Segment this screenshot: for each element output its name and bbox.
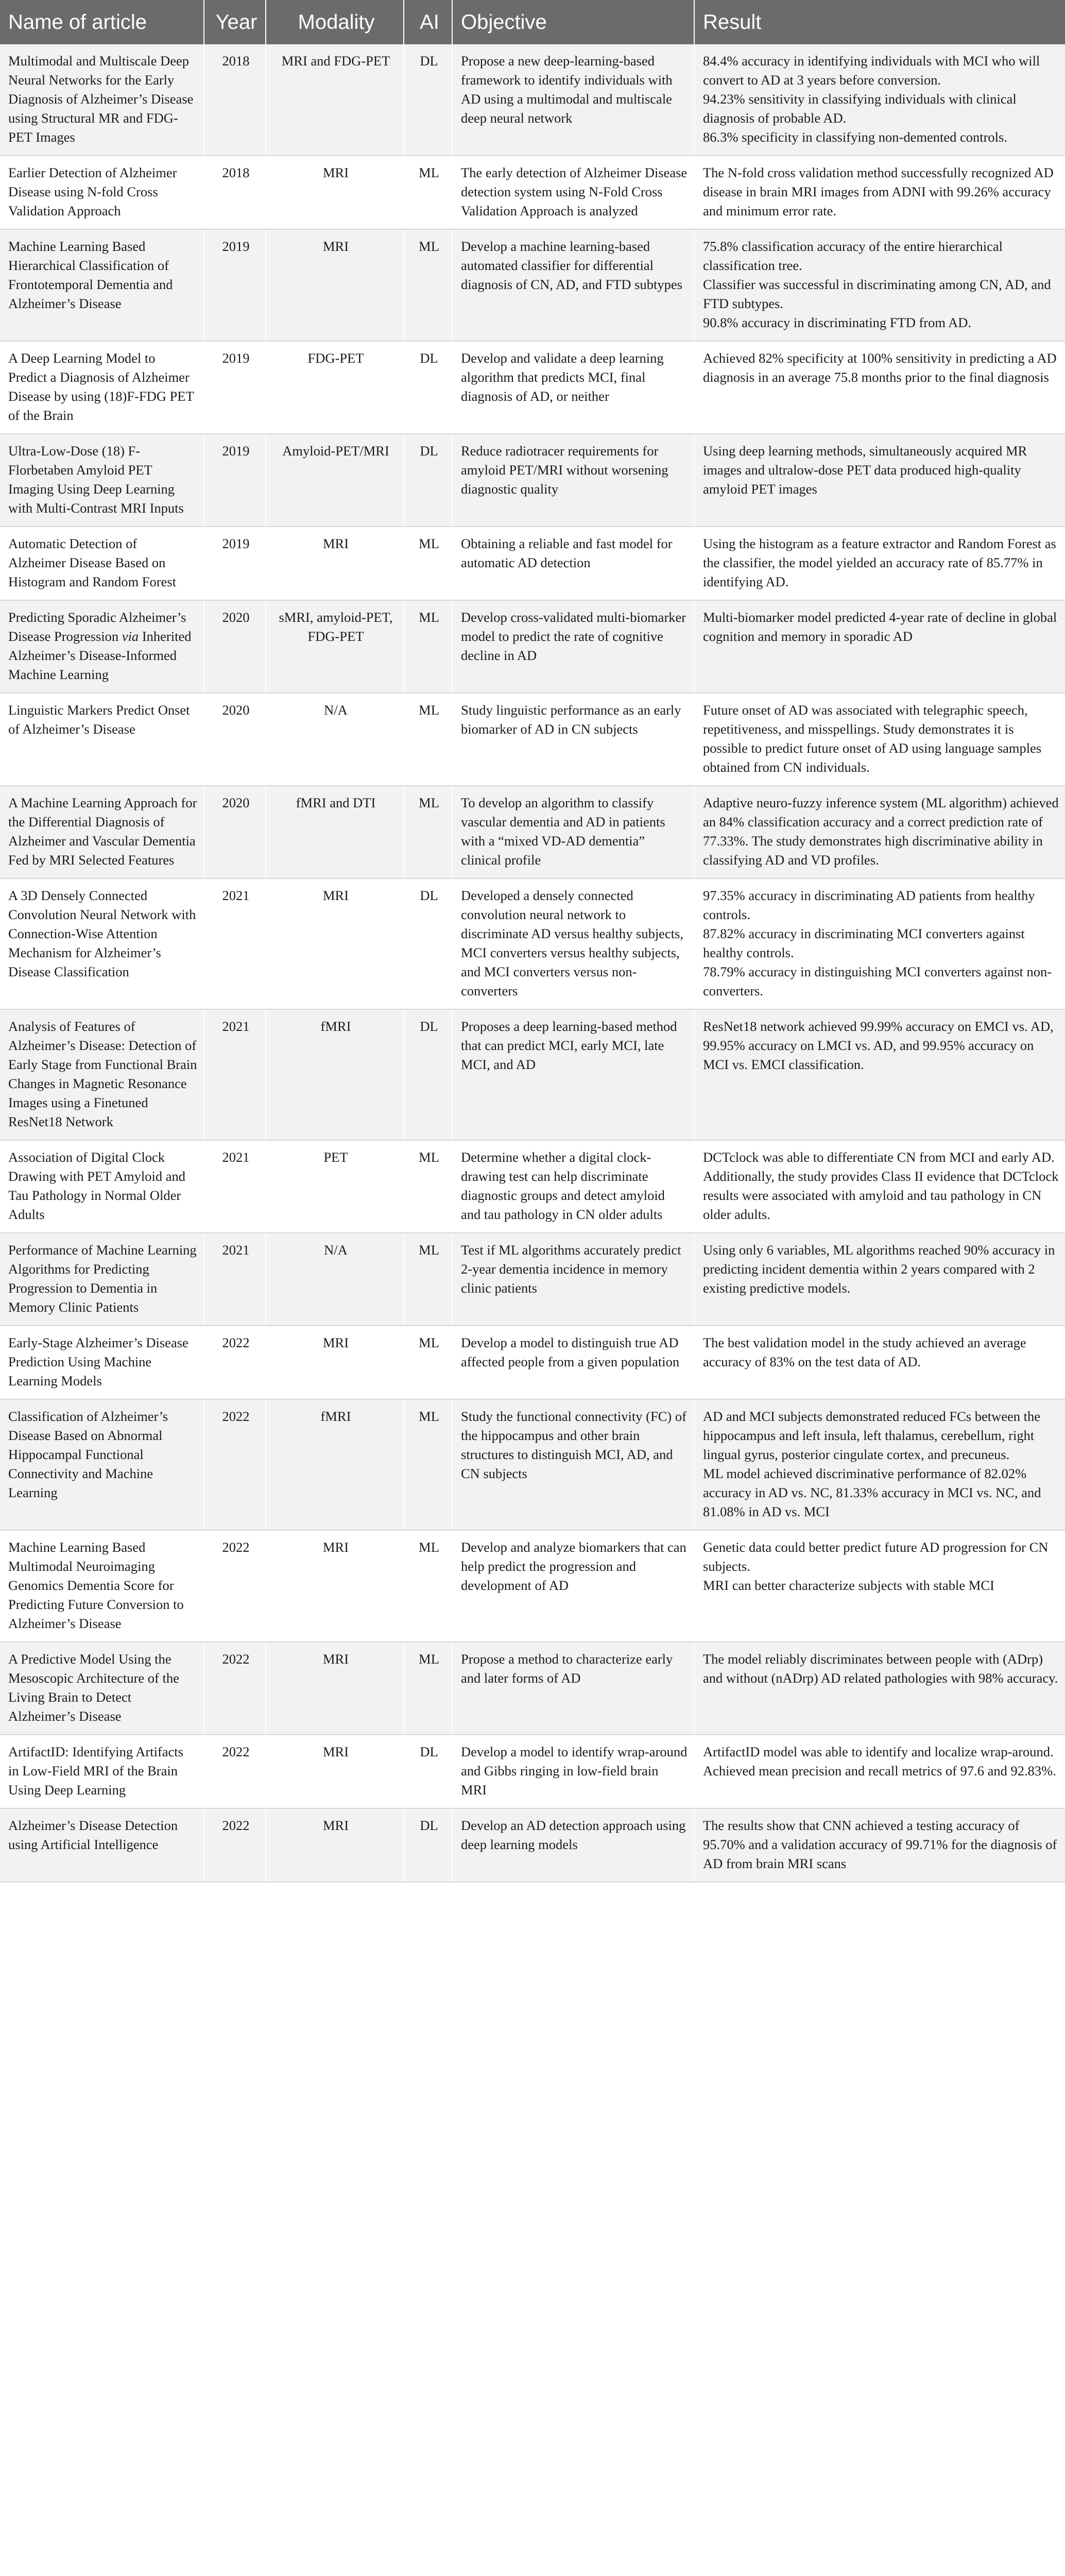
result-cell	[694, 600, 1065, 693]
table-row	[0, 878, 1065, 1009]
objective-cell: Developed a densely connected convolution neural network to discriminate AD versus healthy subjects, MCI converters versus healthy subjects, and MCI converters versus non-converters	[452, 878, 694, 1009]
ai-cell: ML	[404, 1642, 452, 1735]
result-cell	[694, 1233, 1065, 1326]
table-row	[0, 1530, 1065, 1642]
article-name-part: Inherited Alzheimer’s Disease-Informed Machine Learning	[8, 629, 192, 682]
ai-cell: ML	[404, 1530, 452, 1642]
table-row	[0, 44, 1065, 156]
table-row	[0, 527, 1065, 600]
result-line: Using deep learning methods, simultaneously acquired MR images and ultralow-dose PET data produced high-quality amyloid PET images	[703, 443, 1027, 497]
table-row	[0, 1735, 1065, 1808]
table-body	[0, 44, 1065, 1882]
year-cell: 2022	[204, 1326, 266, 1399]
table-row	[0, 229, 1065, 341]
modality-cell: N/A	[266, 693, 404, 786]
modality-cell: fMRI	[266, 1399, 404, 1530]
article-name-cell: Performance of Machine Learning Algorithms for Predicting Progression to Dementia in Memory Clinic Patients	[0, 1233, 204, 1326]
header-year: Year	[204, 0, 266, 44]
objective-cell: To develop an algorithm to classify vascular dementia and AD in patients with a “mixed VD-AD dementia” clinical profile	[452, 786, 694, 878]
article-name-cell: Earlier Detection of Alzheimer Disease using N-fold Cross Validation Approach	[0, 156, 204, 229]
result-cell	[694, 1140, 1065, 1233]
objective-cell: Develop and analyze biomarkers that can help predict the progression and development of AD	[452, 1530, 694, 1642]
year-cell: 2019	[204, 527, 266, 600]
article-name-cell: Machine Learning Based Multimodal Neuroimaging Genomics Dementia Score for Predicting Future Conversion to Alzheimer’s Disease	[0, 1530, 204, 1642]
article-name-cell: Association of Digital Clock Drawing with PET Amyloid and Tau Pathology in Normal Older Adults	[0, 1140, 204, 1233]
objective-cell: Obtaining a reliable and fast model for automatic AD detection	[452, 527, 694, 600]
ai-cell: ML	[404, 527, 452, 600]
year-cell: 2021	[204, 1233, 266, 1326]
ai-cell: ML	[404, 786, 452, 878]
result-line: Adaptive neuro-fuzzy inference system (ML algorithm) achieved an 84% classification accuracy and a correct prediction rate of 77.33%. The study demonstrates high discriminative ability in classifying AD and VD profiles.	[703, 795, 1059, 868]
objective-cell: Propose a method to characterize early and later forms of AD	[452, 1642, 694, 1735]
table-row	[0, 1009, 1065, 1140]
result-cell	[694, 1735, 1065, 1808]
objective-cell: Develop a machine learning-based automated classifier for differential diagnosis of CN, AD, and FTD subtypes	[452, 229, 694, 341]
table-row	[0, 1642, 1065, 1735]
result-line: The N-fold cross validation method successfully recognized AD disease in brain MRI images from ADNI with 99.26% accuracy and minimum error rate.	[703, 165, 1054, 218]
objective-cell: Develop a model to distinguish true AD affected people from a given population	[452, 1326, 694, 1399]
header-name: Name of article	[0, 0, 204, 44]
year-cell: 2020	[204, 786, 266, 878]
year-cell: 2018	[204, 44, 266, 156]
table-row	[0, 786, 1065, 878]
table-header	[0, 0, 1065, 44]
result-line: 75.8% classification accuracy of the entire hierarchical classification tree.	[703, 239, 1003, 273]
article-name-cell: Multimodal and Multiscale Deep Neural Networks for the Early Diagnosis of Alzheimer’s Disease using Structural MR and FDG-PET Images	[0, 44, 204, 156]
result-line: 84.4% accuracy in identifying individuals with MCI who will convert to AD at 3 years before conversion.	[703, 53, 1040, 88]
ai-cell: DL	[404, 341, 452, 434]
objective-cell: Develop an AD detection approach using deep learning models	[452, 1808, 694, 1882]
year-cell: 2021	[204, 878, 266, 1009]
objective-cell: Test if ML algorithms accurately predict 2-year dementia incidence in memory clinic patients	[452, 1233, 694, 1326]
objective-cell: Propose a new deep-learning-based framework to identify individuals with AD using a multimodal and multiscale deep neural network	[452, 44, 694, 156]
header-objective: Objective	[452, 0, 694, 44]
table-row	[0, 434, 1065, 527]
header-result: Result	[694, 0, 1065, 44]
article-name-part: via	[122, 629, 139, 644]
result-line: 94.23% sensitivity in classifying individuals with clinical diagnosis of probable AD.	[703, 91, 1017, 126]
modality-cell: MRI	[266, 527, 404, 600]
result-cell	[694, 341, 1065, 434]
year-cell: 2019	[204, 434, 266, 527]
table-row	[0, 600, 1065, 693]
year-cell: 2019	[204, 229, 266, 341]
modality-cell: FDG-PET	[266, 341, 404, 434]
year-cell: 2021	[204, 1140, 266, 1233]
result-cell	[694, 1642, 1065, 1735]
result-cell	[694, 786, 1065, 878]
article-name-cell: A Predictive Model Using the Mesoscopic Architecture of the Living Brain to Detect Alzheimer’s Disease	[0, 1642, 204, 1735]
objective-cell: Study the functional connectivity (FC) of the hippocampus and other brain structures to distinguish MCI, AD, and CN subjects	[452, 1399, 694, 1530]
result-line: The results show that CNN achieved a testing accuracy of 95.70% and a validation accuracy of 99.71% for the diagnosis of AD from brain MRI scans	[703, 1818, 1057, 1871]
year-cell: 2021	[204, 1009, 266, 1140]
modality-cell: MRI	[266, 1530, 404, 1642]
article-name-cell	[0, 600, 204, 693]
ai-cell: DL	[404, 434, 452, 527]
ai-cell: DL	[404, 1808, 452, 1882]
result-cell	[694, 1530, 1065, 1642]
result-line: MRI can better characterize subjects with stable MCI	[703, 1578, 994, 1593]
result-line: DCTclock was able to differentiate CN from MCI and early AD. Additionally, the study provides Class II evidence that DCTclock results were associated with amyloid and tau pathology in CN older adults.	[703, 1149, 1059, 1222]
result-line: Future onset of AD was associated with telegraphic speech, repetitiveness, and misspellings. Study demonstrates it is possible to predict future onset of AD using language samples obtained from CN individuals.	[703, 702, 1042, 775]
result-cell	[694, 1009, 1065, 1140]
table-row	[0, 1140, 1065, 1233]
result-line: Achieved 82% specificity at 100% sensitivity in predicting a AD diagnosis in an average 75.8 months prior to the final diagnosis	[703, 350, 1057, 385]
ai-cell: DL	[404, 1009, 452, 1140]
year-cell: 2020	[204, 600, 266, 693]
modality-cell: fMRI and DTI	[266, 786, 404, 878]
year-cell: 2019	[204, 341, 266, 434]
article-name-cell: Analysis of Features of Alzheimer’s Disease: Detection of Early Stage from Functional Brain Changes in Magnetic Resonance Images using a Finetuned ResNet18 Network	[0, 1009, 204, 1140]
result-cell	[694, 693, 1065, 786]
result-line: Classifier was successful in discriminating among CN, AD, and FTD subtypes.	[703, 277, 1051, 311]
modality-cell: MRI	[266, 1326, 404, 1399]
modality-cell: Amyloid-PET/MRI	[266, 434, 404, 527]
article-name-cell: Ultra-Low-Dose (18) F-Florbetaben Amyloid PET Imaging Using Deep Learning with Multi-Contrast MRI Inputs	[0, 434, 204, 527]
result-cell	[694, 1399, 1065, 1530]
result-cell	[694, 156, 1065, 229]
table-row	[0, 1808, 1065, 1882]
table-row	[0, 693, 1065, 786]
year-cell: 2020	[204, 693, 266, 786]
article-name-cell: Classification of Alzheimer’s Disease Based on Abnormal Hippocampal Functional Connectivity and Machine Learning	[0, 1399, 204, 1530]
result-line: Using only 6 variables, ML algorithms reached 90% accuracy in predicting incident dementia within 2 years compared with 2 existing predictive models.	[703, 1242, 1055, 1296]
modality-cell: MRI and FDG-PET	[266, 44, 404, 156]
ai-cell: ML	[404, 1140, 452, 1233]
year-cell: 2022	[204, 1530, 266, 1642]
objective-cell: Develop cross-validated multi-biomarker model to predict the rate of cognitive decline in AD	[452, 600, 694, 693]
objective-cell: The early detection of Alzheimer Disease detection system using N-Fold Cross Validation Approach is analyzed	[452, 156, 694, 229]
result-cell	[694, 44, 1065, 156]
year-cell: 2022	[204, 1642, 266, 1735]
article-name-cell: Early-Stage Alzheimer’s Disease Prediction Using Machine Learning Models	[0, 1326, 204, 1399]
result-line: 87.82% accuracy in discriminating MCI converters against healthy controls.	[703, 926, 1025, 960]
article-name-cell: A Machine Learning Approach for the Differential Diagnosis of Alzheimer and Vascular Dementia Fed by MRI Selected Features	[0, 786, 204, 878]
modality-cell: MRI	[266, 878, 404, 1009]
ai-cell: ML	[404, 600, 452, 693]
table-row	[0, 1326, 1065, 1399]
modality-cell: MRI	[266, 1642, 404, 1735]
ai-cell: ML	[404, 229, 452, 341]
table-row	[0, 156, 1065, 229]
objective-cell: Study linguistic performance as an early biomarker of AD in CN subjects	[452, 693, 694, 786]
result-cell	[694, 434, 1065, 527]
article-name-cell: Linguistic Markers Predict Onset of Alzheimer’s Disease	[0, 693, 204, 786]
result-line: AD and MCI subjects demonstrated reduced FCs between the hippocampus and left insula, left thalamus, cerebellum, right lingual gyrus, posterior cingulate cortex, and precuneus.	[703, 1409, 1040, 1462]
header-modality: Modality	[266, 0, 404, 44]
article-name-cell: A Deep Learning Model to Predict a Diagnosis of Alzheimer Disease by using (18)F-FDG PET of the Brain	[0, 341, 204, 434]
year-cell: 2022	[204, 1735, 266, 1808]
objective-cell: Develop a model to identify wrap-around and Gibbs ringing in low-field brain MRI	[452, 1735, 694, 1808]
objective-cell: Reduce radiotracer requirements for amyloid PET/MRI without worsening diagnostic quality	[452, 434, 694, 527]
modality-cell: MRI	[266, 156, 404, 229]
result-cell	[694, 878, 1065, 1009]
modality-cell: MRI	[266, 229, 404, 341]
modality-cell: MRI	[266, 1735, 404, 1808]
year-cell: 2022	[204, 1399, 266, 1530]
ai-cell: DL	[404, 878, 452, 1009]
result-line: 86.3% specificity in classifying non-demented controls.	[703, 129, 1007, 145]
result-line: 97.35% accuracy in discriminating AD patients from healthy controls.	[703, 888, 1035, 922]
result-line: ArtifactID model was able to identify and localize wrap-around. Achieved mean precision and recall metrics of 97.6 and 92.83%.	[703, 1744, 1056, 1778]
result-cell	[694, 229, 1065, 341]
year-cell: 2018	[204, 156, 266, 229]
modality-cell: PET	[266, 1140, 404, 1233]
result-line: 90.8% accuracy in discriminating FTD from AD.	[703, 315, 972, 330]
article-name-part: Predicting Sporadic Alzheimer’s Disease Progression	[8, 609, 186, 644]
objective-cell: Determine whether a digital clock-drawing test can help discriminate diagnostic groups and detect amyloid and tau pathology in CN older adults	[452, 1140, 694, 1233]
table-row	[0, 1233, 1065, 1326]
header-row	[0, 0, 1065, 44]
result-cell	[694, 1326, 1065, 1399]
table-row	[0, 1399, 1065, 1530]
modality-cell: fMRI	[266, 1009, 404, 1140]
ai-cell: ML	[404, 1326, 452, 1399]
result-line: Genetic data could better predict future AD progression for CN subjects.	[703, 1539, 1049, 1574]
objective-cell: Proposes a deep learning-based method that can predict MCI, early MCI, late MCI, and AD	[452, 1009, 694, 1140]
header-ai: AI	[404, 0, 452, 44]
ai-cell: DL	[404, 44, 452, 156]
result-line: ML model achieved discriminative performance of 82.02% accuracy in AD vs. NC, 81.33% accuracy in MCI vs. NC, and 81.08% in AD vs. MCI	[703, 1466, 1041, 1519]
modality-cell: MRI	[266, 1808, 404, 1882]
year-cell: 2022	[204, 1808, 266, 1882]
article-name-cell: Machine Learning Based Hierarchical Classification of Frontotemporal Dementia and Alzheimer’s Disease	[0, 229, 204, 341]
modality-cell: sMRI, amyloid-PET, FDG-PET	[266, 600, 404, 693]
article-name-cell: Alzheimer’s Disease Detection using Artificial Intelligence	[0, 1808, 204, 1882]
modality-cell: N/A	[266, 1233, 404, 1326]
result-line: Using the histogram as a feature extractor and Random Forest as the classifier, the model yielded an accuracy rate of 85.77% in identifying AD.	[703, 536, 1056, 589]
ai-cell: ML	[404, 156, 452, 229]
result-line: Multi-biomarker model predicted 4-year rate of decline in global cognition and memory in sporadic AD	[703, 609, 1057, 644]
result-cell	[694, 527, 1065, 600]
ai-cell: ML	[404, 1399, 452, 1530]
result-line: The model reliably discriminates between people with (ADrp) and without (nADrp) AD related pathologies with 98% accuracy.	[703, 1651, 1058, 1686]
article-name-cell: ArtifactID: Identifying Artifacts in Low-Field MRI of the Brain Using Deep Learning	[0, 1735, 204, 1808]
ai-cell: ML	[404, 1233, 452, 1326]
result-line: 78.79% accuracy in distinguishing MCI converters against non-converters.	[703, 964, 1052, 998]
result-line: The best validation model in the study achieved an average accuracy of 83% on the test data of AD.	[703, 1335, 1026, 1369]
objective-cell: Develop and validate a deep learning algorithm that predicts MCI, final diagnosis of AD, or neither	[452, 341, 694, 434]
article-name-cell: A 3D Densely Connected Convolution Neural Network with Connection-Wise Attention Mechanism for Alzheimer’s Disease Classification	[0, 878, 204, 1009]
result-cell	[694, 1808, 1065, 1882]
ai-cell: ML	[404, 693, 452, 786]
ai-cell: DL	[404, 1735, 452, 1808]
result-line: ResNet18 network achieved 99.99% accuracy on EMCI vs. AD, 99.95% accuracy on LMCI vs. AD, and 99.95% accuracy on MCI vs. EMCI classification.	[703, 1019, 1054, 1072]
article-name-cell: Automatic Detection of Alzheimer Disease Based on Histogram and Random Forest	[0, 527, 204, 600]
table-row	[0, 341, 1065, 434]
